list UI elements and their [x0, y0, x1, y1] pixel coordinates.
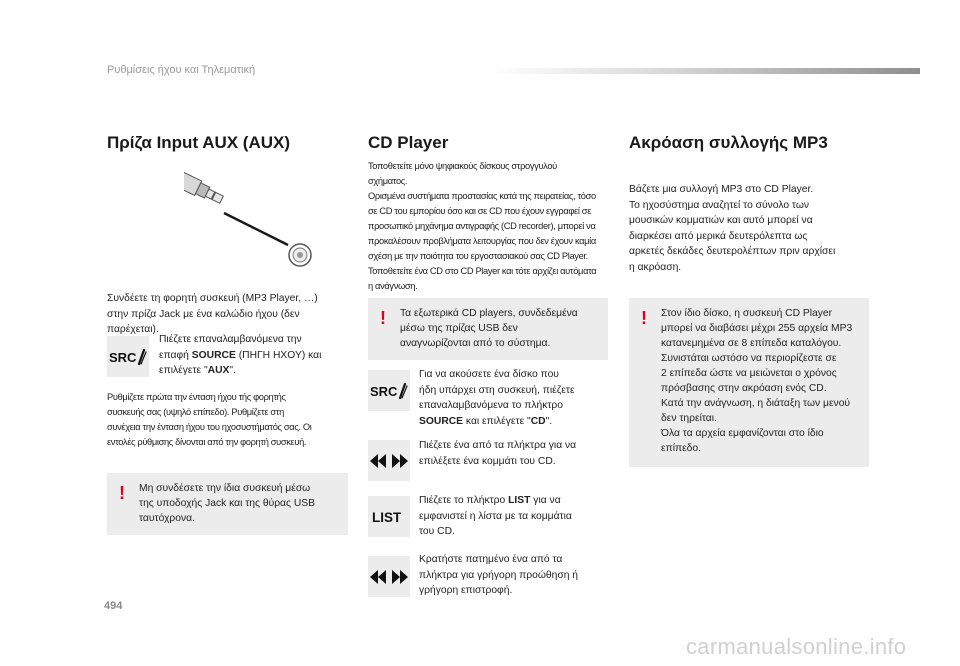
source-key-label: SOURCE [419, 415, 464, 427]
jack-plug-icon [184, 155, 324, 271]
cd-key-label: CD [530, 415, 546, 427]
header-title: Ρυθμίσεις ήχου και Τηλεματική [107, 64, 256, 76]
src-button-icon [108, 346, 148, 368]
aux-title: Πρίζα Input AUX (AUX) [107, 133, 291, 152]
cd-track-icon-box [368, 440, 410, 481]
skip-track-icon [369, 453, 409, 469]
watermark: carmanualsonline.info [686, 634, 907, 659]
cd-ff-instruction: Κρατήστε πατημένο ένα από τα πλήκτρα για γρήγορη προώθηση ή γρήγορη επιστροφή. [419, 554, 579, 596]
cd-list-icon-box [368, 496, 410, 537]
cd-source-instruction: Για να ακούσετε ένα δίσκο που ήδη υπάρχει στη συσκευή, πιέζετε επαναλαμβανόμενα το πλήκτρο SOURCE και επιλέγετε "CD". [419, 369, 575, 427]
mp3-title: Ακρόαση συλλογής MP3 [629, 133, 828, 152]
cd-ff-icon-box [368, 556, 410, 597]
warning-icon: ! [380, 308, 386, 328]
cd-title: CD Player [368, 133, 449, 152]
cd-list-instruction: Πιέζετε το πλήκτρο LIST για να εμφανιστεί η λίστα με τα κομμάτια του CD. [419, 495, 572, 537]
cd-warning-note: ! Τα εξωτερικά CD players, συνδεδεμένα μέσω της πρίζας USB δεν αναγνωρίζονται από το σύστημα. [368, 298, 608, 360]
warning-icon: ! [641, 308, 647, 328]
aux-key-label: AUX [207, 365, 230, 376]
svg-text:SRC: SRC [370, 383, 398, 399]
aux-warning-note: ! Μη συνδέσετε την ίδια συσκευή μέσω της υποδοχής Jack και της θύρας USB ταυτόχρονα. [107, 473, 348, 535]
svg-text:SRC: SRC [109, 349, 137, 365]
svg-text:LIST: LIST [372, 509, 402, 525]
aux-connect-text: Συνδέετε τη φορητή συσκευή (MP3 Player, …) στην πρίζα Jack με ένα καλώδιο ήχου (δεν παρέχεται). [107, 293, 318, 335]
list-button-icon [369, 508, 409, 526]
warning-icon: ! [119, 483, 125, 503]
mp3-body-text: Βάζετε μια συλλογή MP3 στο CD Player. Το ηχοσύστημα αναζητεί το σύνολο των μουσικών κομματιών και αυτό μπορεί να διαρκέσει από μερικά δευτερόλεπτα ως αρκετές δεκάδες δευτερολέπτων πριν αρχίσει η ακρόαση. [629, 184, 836, 273]
mp3-warning-note: ! Στον ίδιο δίσκο, η συσκευή CD Player μπορεί να διαβάσει μέχρι 255 αρχεία MP3 κατανεμημένα σε 8 επίπεδα καταλόγου. Συνιστάται ωστόσο να περιορίζεστε σε 2 επίπεδα ώστε να μειώνεται ο χρόνος πρόσβασης στην ακρόαση ενός CD. Κατά την ανάγνωση, η διάταξη των μενού δεν τηρείται. Όλα τα αρχεία εμφανίζονται στο ίδιο επίπεδο. [629, 298, 869, 467]
source-key-label: SOURCE [191, 349, 236, 361]
aux-volume-text: Ρυθμίζετε πρώτα την ένταση ήχου τής φορητής συσκευής σας (υψηλό επίπεδο). Ρυθμίζετε στη συνέχεια την ένταση ήχου του ηχοσυστήματός σας. Οι εντολές ρύθμισης δίνονται από την φορητή συσκευή. [107, 392, 312, 447]
src-button-icon [369, 380, 409, 402]
aux-source-icon-box [107, 336, 149, 377]
list-key-label: LIST [508, 495, 531, 506]
cd-source-icon-box [368, 370, 410, 411]
jack-illustration [184, 155, 324, 271]
header-bar [490, 68, 920, 74]
cd-intro-text: Τοποθετείτε μόνο ψηφιακούς δίσκους στρογγυλού σχήματος. Ορισμένα συστήματα προστασίας κατά της πειρατείας, τόσο σε CD του εμπορίου όσο και σε CD που έχουν εγγραφεί σε προσωπικό μηχάνημα αντιγραφής (CD recorder), μπορεί να προκαλέσουν προβλήματα λειτουργίας που δεν έχουν καμία σχέση με την ποιότητα του εργοστασιακού σας CD Player. Τοποθετείτε ένα CD στο CD Player και τότε αρχίζει αυτόματα η ανάγνωση. [368, 161, 597, 291]
aux-source-instruction: Πιέζετε επαναλαμβανόμενα την επαφή SOURCE (ΠΗΓΗ ΗΧΟΥ) και επιλέγετε "AUX". [159, 334, 322, 376]
cd-track-instruction: Πιέζετε ένα από τα πλήκτρα για να επιλέξετε ένα κομμάτι του CD. [419, 440, 577, 467]
fast-forward-rewind-icon [369, 569, 409, 585]
page-number: 494 [104, 600, 123, 612]
